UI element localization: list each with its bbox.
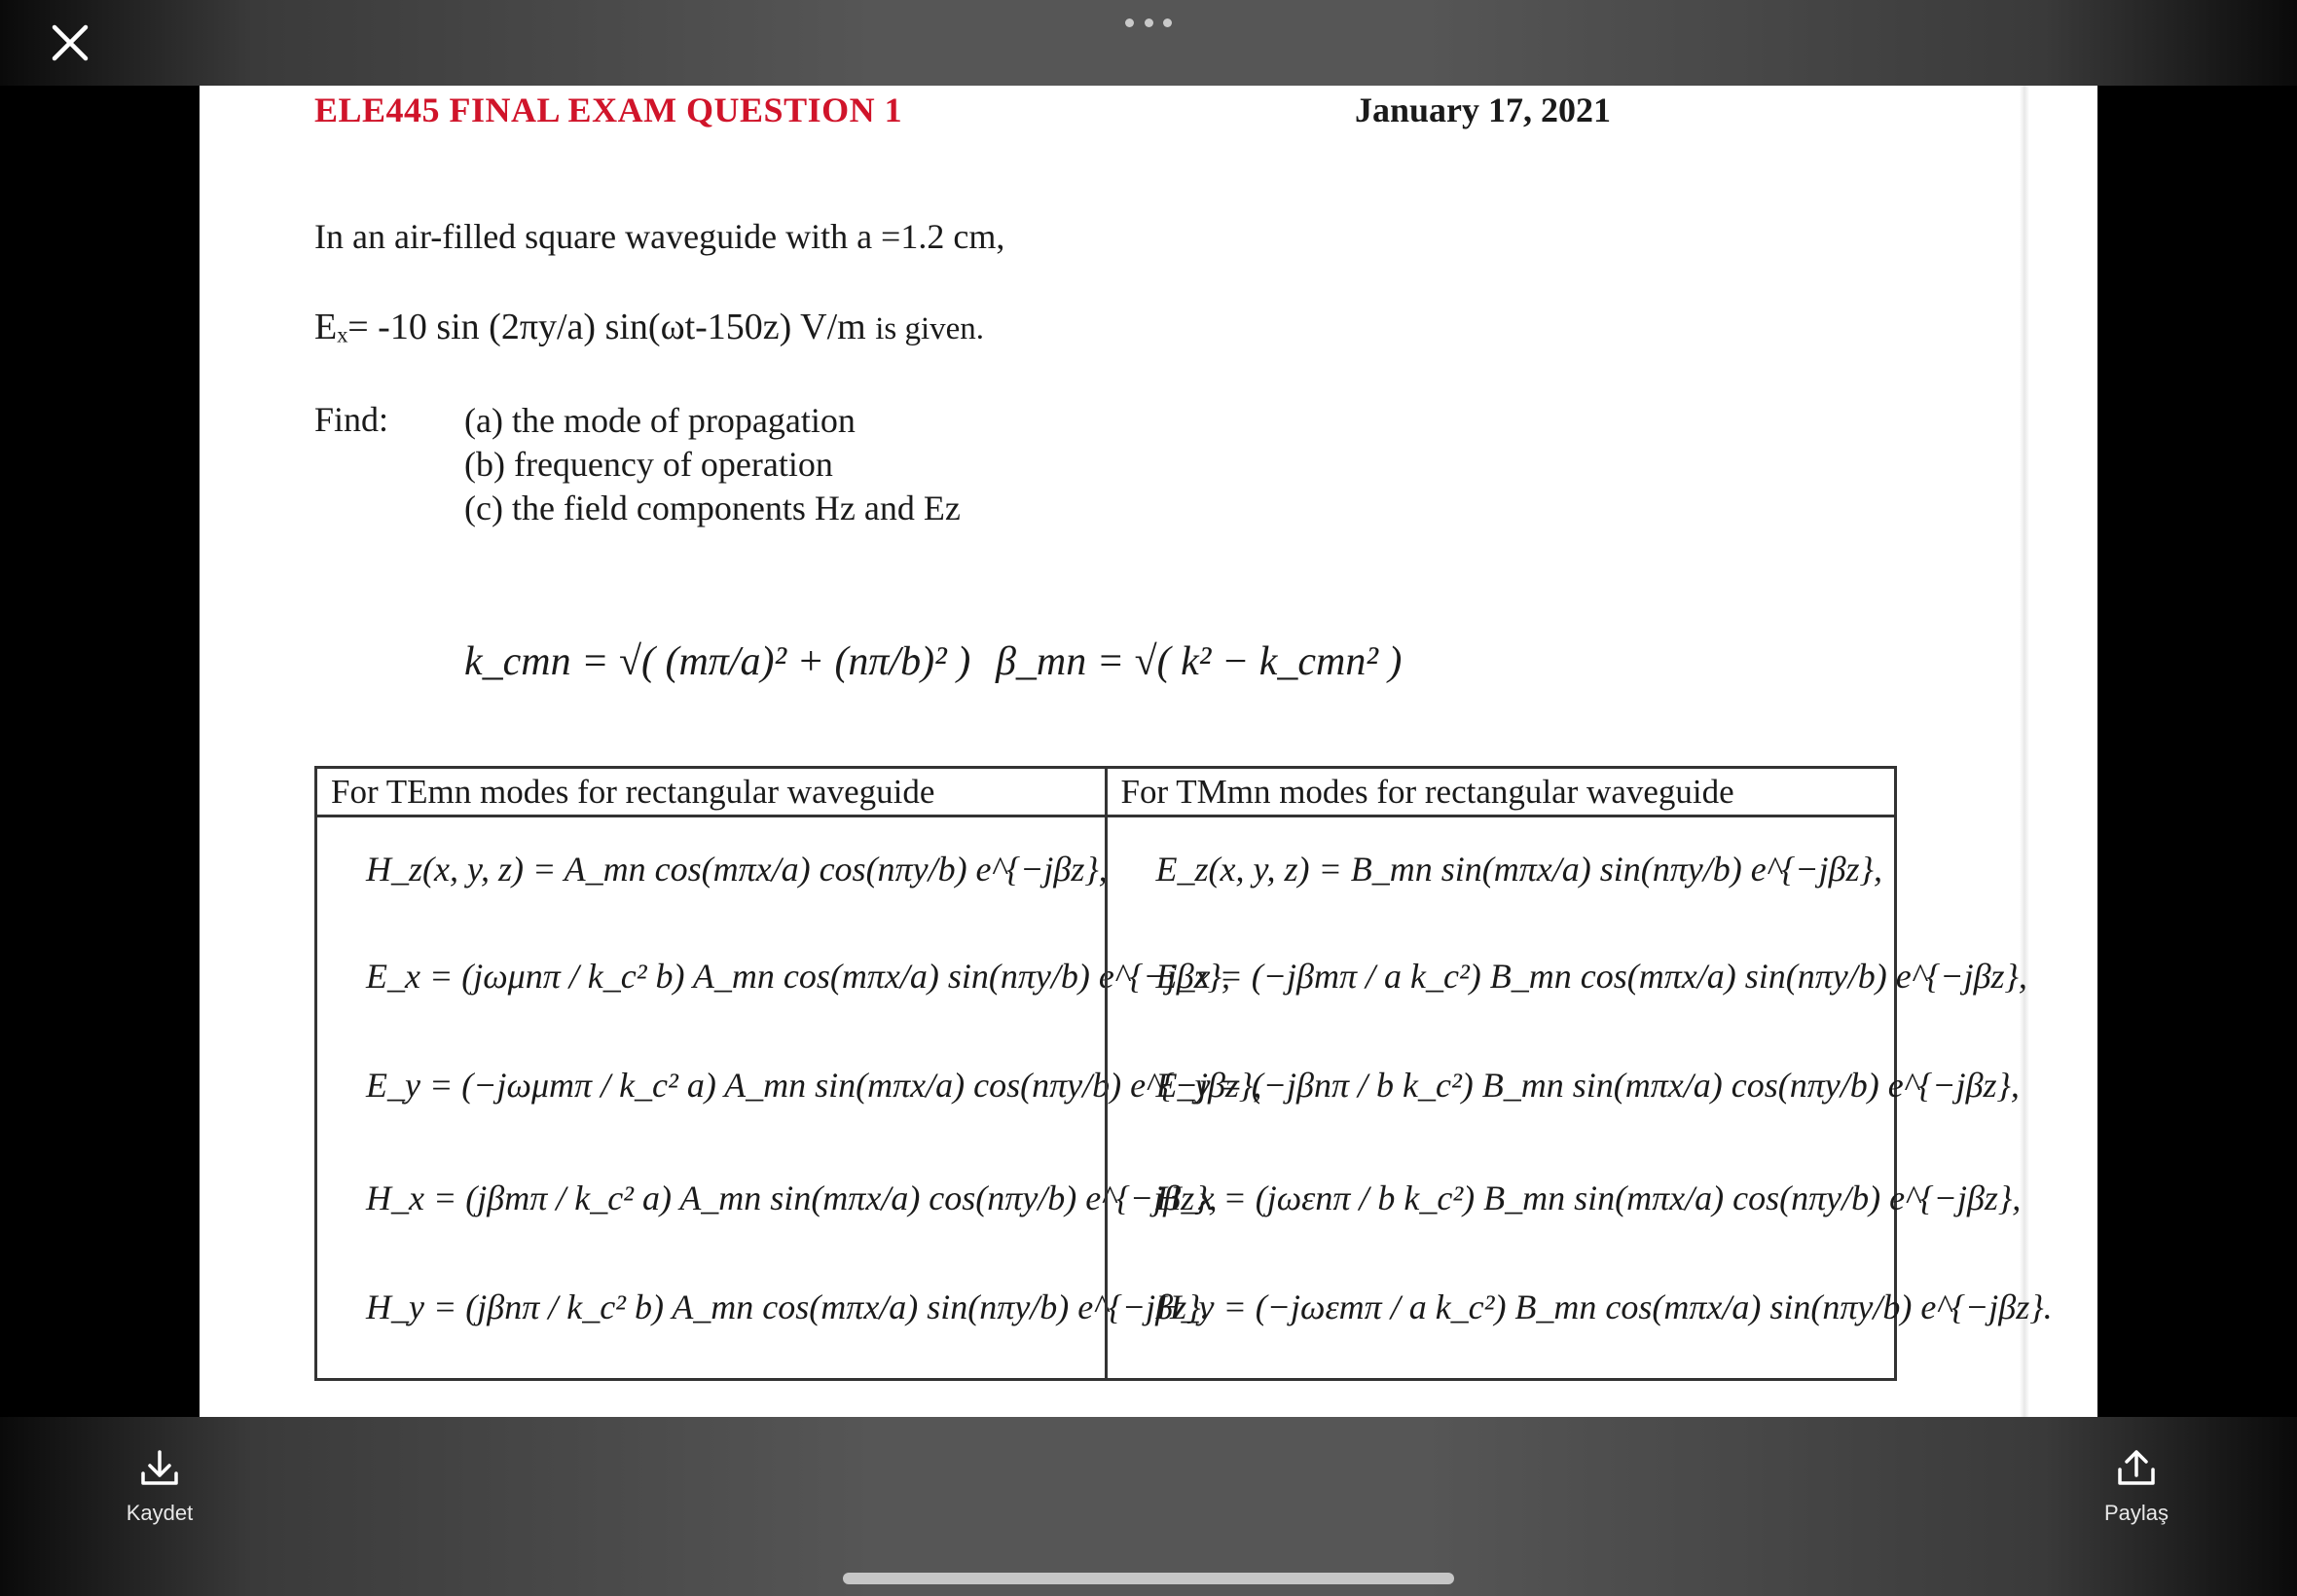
te-equation-hx: H_x = (jβmπ / k_c² a) A_mn sin(mπx/a) cos(nπy/b) e^{−jβz}, xyxy=(366,1179,1218,1217)
tm-equation-hy: H_y = (−jωεmπ / a k_c²) B_mn cos(mπx/a) sin(nπy/b) e^{−jβz}. xyxy=(1155,1288,2053,1326)
exam-title: ELE445 FINAL EXAM QUESTION 1 xyxy=(314,91,903,129)
exam-document xyxy=(200,86,2097,1417)
share-icon xyxy=(2114,1446,2159,1491)
more-horizontal-icon[interactable] xyxy=(1125,16,1172,29)
exam-date: January 17, 2021 xyxy=(1355,91,1612,129)
download-icon xyxy=(137,1446,182,1491)
dot xyxy=(1145,18,1153,27)
share-button[interactable] xyxy=(2078,1446,2195,1526)
viewer-bottom-bar xyxy=(0,1417,2297,1596)
formula-propagation-constant: β_mn = √( k² − k_cmn² ) xyxy=(996,639,1403,684)
te-equation-ex: E_x = (jωμnπ / k_c² b) A_mn cos(mπx/a) sin(nπy/b) e^{−jβz}, xyxy=(366,957,1231,996)
home-indicator[interactable] xyxy=(843,1573,1454,1584)
formula-cutoff-wavenumber: k_cmn = √( (mπ/a)² + (nπ/b)² ) xyxy=(464,639,971,684)
te-equation-hy: H_y = (jβnπ / k_c² b) A_mn cos(mπx/a) sin(nπy/b) e^{−jβz}. xyxy=(366,1288,1210,1326)
save-button[interactable] xyxy=(101,1446,218,1526)
given-field-expression: Eₓ= -10 sin (2πy/a) sin(ωt-150z) V/m xyxy=(314,307,866,347)
given-field-suffix: is given. xyxy=(875,311,985,346)
te-modes-column xyxy=(317,769,1262,1378)
find-label: Find: xyxy=(314,400,389,439)
tm-equation-ex: E_x = (−jβmπ / a k_c²) B_mn cos(mπx/a) sin(nπy/b) e^{−jβz}, xyxy=(1155,957,2027,996)
tm-equation-hx: H_x = (jωεnπ / b k_c²) B_mn sin(mπx/a) cos(nπy/b) e^{−jβz}, xyxy=(1155,1179,2022,1217)
find-list xyxy=(464,399,961,530)
close-icon[interactable] xyxy=(49,21,91,64)
page-edge-shadow xyxy=(2020,86,2029,1417)
viewer-top-bar xyxy=(0,0,2297,86)
te-equation-hz: H_z(x, y, z) = A_mn cos(mπx/a) cos(nπy/b) e^{−jβz}, xyxy=(366,850,1108,889)
find-item-c: (c) the field components Hz and Ez xyxy=(464,489,961,527)
find-item-a: (a) the mode of propagation xyxy=(464,401,856,440)
tm-equation-ey: E_y = (−jβnπ / b k_c²) B_mn sin(mπx/a) cos(nπy/b) e^{−jβz}, xyxy=(1155,1066,2020,1105)
tm-modes-header: For TMmn modes for rectangular waveguide xyxy=(1108,769,1895,817)
given-field xyxy=(314,306,984,348)
dot xyxy=(1163,18,1172,27)
te-equation-ey: E_y = (−jωμmπ / k_c² a) A_mn sin(mπx/a) cos(nπy/b) e^{−jβz}, xyxy=(366,1066,1262,1105)
tm-equation-ez: E_z(x, y, z) = B_mn sin(mπx/a) sin(nπy/b) e^{−jβz}, xyxy=(1155,850,1882,889)
mode-equations-table xyxy=(314,766,2053,1381)
tm-modes-column xyxy=(1105,769,2053,1378)
problem-intro: In an air-filled square waveguide with a =1.2 cm, xyxy=(314,217,1005,256)
te-modes-header: For TEmn modes for rectangular waveguide xyxy=(317,769,1105,817)
dot xyxy=(1125,18,1134,27)
find-item-b: (b) frequency of operation xyxy=(464,445,833,484)
share-button-label: Paylaş xyxy=(2103,1501,2169,1525)
save-button-label: Kaydet xyxy=(126,1501,194,1525)
